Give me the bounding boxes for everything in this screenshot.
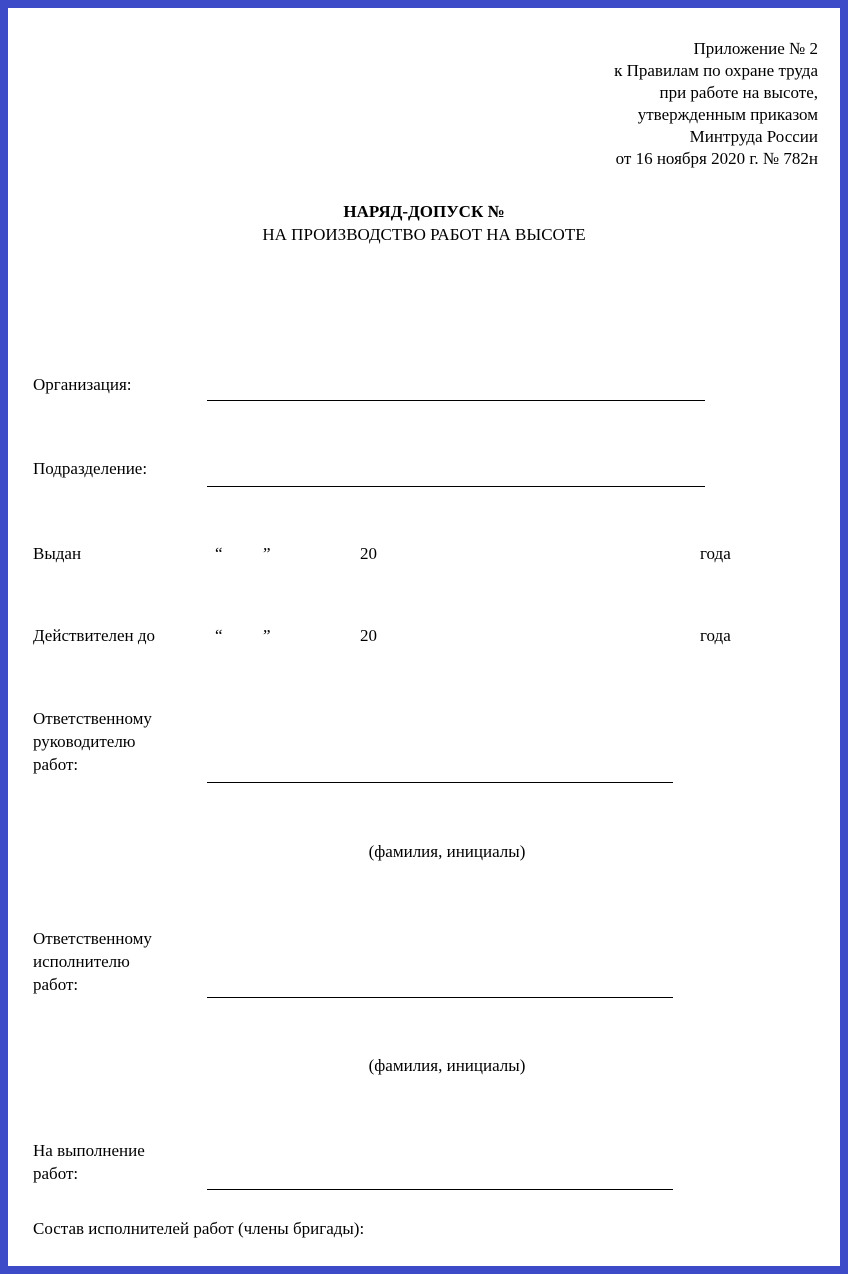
issued-label: Выдан [33,544,82,563]
work-description-field[interactable] [207,1166,673,1190]
responsible-manager-field[interactable] [207,759,673,783]
department-field[interactable] [207,463,705,487]
responsible-manager-hint: (фамилия, инициалы) [368,842,526,861]
valid-until-close-quote: ” [263,626,271,645]
organization-label: Организация: [33,375,132,394]
regulation-reference-line: от 16 ноября 2020 г. № 782н [615,149,818,168]
responsible-executor-field[interactable] [207,974,673,998]
document-subtitle: НА ПРОИЗВОДСТВО РАБОТ НА ВЫСОТЕ [262,225,586,244]
valid-until-century-prefix: 20 [360,626,377,645]
responsible-manager-label: Ответственному руководителю работ: [33,709,152,774]
regulation-reference-line: к Правилам по охране труда [614,61,818,80]
regulation-reference-line: Приложение № 2 [693,39,818,58]
issued-century-prefix: 20 [360,544,377,563]
issued-close-quote: ” [263,544,271,563]
department-label: Подразделение: [33,459,148,478]
regulation-reference-line: при работе на высоте, [659,83,818,102]
document-title: НАРЯД-ДОПУСК № [343,202,505,221]
crew-members-label: Состав исполнителей работ (члены бригады): [33,1219,365,1238]
issued-open-quote: “ [215,544,223,563]
organization-field[interactable] [207,377,705,401]
regulation-reference [614,38,818,170]
responsible-executor-hint: (фамилия, инициалы) [368,1056,526,1075]
valid-until-open-quote: “ [215,626,223,645]
issued-year-suffix: года [700,544,731,563]
work-description-label: На выполнение работ: [33,1141,145,1183]
regulation-reference-line: утвержденным приказом [637,105,818,124]
document-title-block [8,200,840,246]
valid-until-label: Действителен до [33,626,156,645]
responsible-executor-label: Ответственному исполнителю работ: [33,929,152,994]
regulation-reference-line: Минтруда России [689,127,818,146]
valid-until-year-suffix: года [700,626,731,645]
